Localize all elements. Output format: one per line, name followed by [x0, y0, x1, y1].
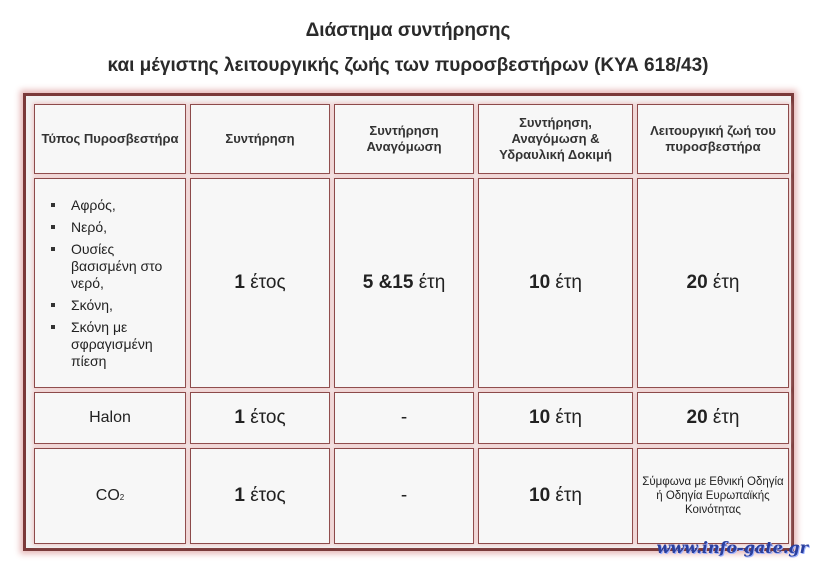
cell-recharge: - — [334, 392, 474, 444]
cell-types — [34, 178, 186, 388]
list-item: Σκόνη με σφραγισμένη πίεση — [51, 319, 181, 370]
types-list — [39, 197, 181, 370]
cell-recharge: 5 &15 έτη — [334, 178, 474, 388]
cell-life: 20 έτη — [637, 392, 789, 444]
header-maintenance: Συντήρηση — [190, 104, 330, 174]
table-row — [34, 178, 789, 388]
list-item: Αφρός, — [51, 197, 181, 214]
header-type: Τύπος Πυροσβεστήρα — [34, 104, 186, 174]
table-frame — [23, 93, 794, 551]
cell-life: 20 έτη — [637, 178, 789, 388]
cell-life-note: Σύμφωνα με Εθνική Οδηγία ή Οδηγία Ευρωπαϊκής Κοινότητας — [637, 448, 789, 544]
cell-maintenance: 1 έτος — [190, 392, 330, 444]
list-item: Νερό, — [51, 219, 181, 236]
cell-maintenance: 1 έτος — [190, 178, 330, 388]
header-maintenance-recharge: Συντήρηση Αναγόμωση — [334, 104, 474, 174]
cell-recharge: - — [334, 448, 474, 544]
header-service-life: Λειτουργική ζωή του πυροσβεστήρα — [637, 104, 789, 174]
table-header-row — [34, 104, 789, 174]
watermark: www.info-gate.gr — [656, 538, 808, 557]
table-row — [34, 392, 789, 444]
page-title: Διάστημα συντήρησης — [305, 20, 511, 41]
header-maintenance-recharge-hydro: Συντήρηση, Αναγόμωση & Υδραυλική Δοκιμή — [478, 104, 633, 174]
cell-hydro: 10 έτη — [478, 178, 633, 388]
maintenance-table — [30, 100, 793, 548]
cell-hydro: 10 έτη — [478, 392, 633, 444]
table-row — [34, 448, 789, 544]
cell-type-co2: CO2 — [34, 448, 186, 544]
cell-type-halon: Halon — [34, 392, 186, 444]
cell-hydro: 10 έτη — [478, 448, 633, 544]
list-item: Ουσίες βασισμένη στο νερό, — [51, 241, 181, 292]
page-subtitle: και μέγιστης λειτουργικής ζωής των πυροσβεστήρων (ΚΥΑ 618/43) — [107, 55, 709, 76]
cell-maintenance: 1 έτος — [190, 448, 330, 544]
list-item: Σκόνη, — [51, 297, 181, 314]
